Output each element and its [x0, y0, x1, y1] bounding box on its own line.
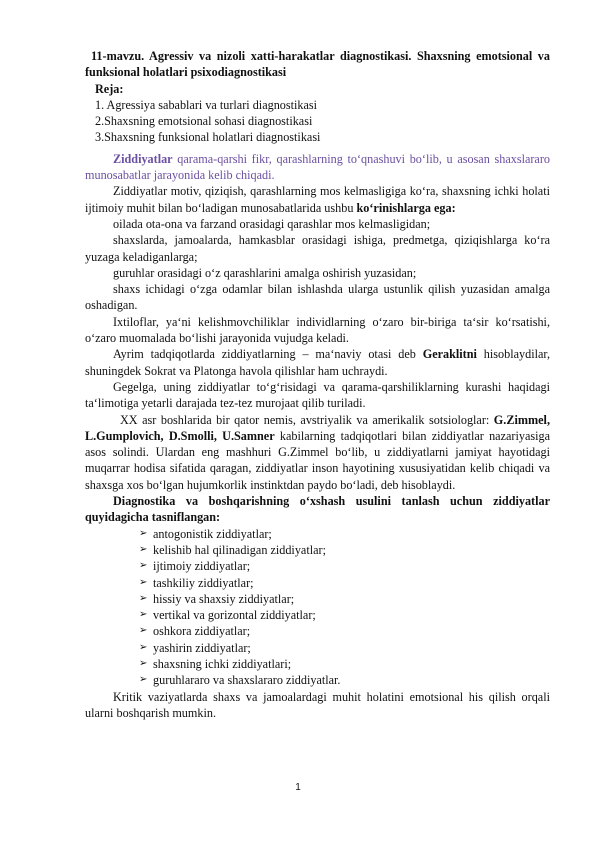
list-item: [139, 607, 550, 623]
list-item-text: vertikal va gorizontal ziddiyatlar;: [153, 608, 316, 623]
list-item: [139, 623, 550, 639]
list-item-text: oshkora ziddiyatlar;: [153, 624, 251, 639]
arrow-bullet-icon: ➢: [139, 625, 148, 637]
list-item: [139, 640, 550, 656]
arrow-bullet-icon: ➢: [139, 657, 148, 669]
paragraph-text: kabilarning tadqiqotlari bilan ziddiyatlar nazariyasiga asos solindi. Ulardan eng mashhuri G.Zimmel bo‘lib, u ziddiyatlarni jamiyat hayotidagi muqarrar hodisa sifatida qaragan, ziddiyatlar inson hayotining xususiyatidan kelib chiqadi va shaxsga xos bo‘lgan hujumkorlik instinktdan paydo bo‘ladi, deb hisoblaydi.: [85, 428, 550, 492]
definition-term: Ziddiyatlar: [113, 151, 173, 166]
list-item-text: guruhlararo va shaxslararo ziddiyatlar.: [153, 673, 341, 688]
arrow-bullet-icon: ➢: [139, 641, 148, 653]
classification-list: [85, 526, 550, 689]
arrow-bullet-icon: ➢: [139, 543, 148, 555]
definition-paragraph: [85, 151, 550, 184]
list-item-text: ijtimoiy ziddiyatlar;: [153, 559, 251, 574]
arrow-bullet-icon: ➢: [139, 527, 148, 539]
definition-text: qarama-qarshi fikr, qarashlarning to‘qnashuvi bo‘lib, u asosan shaxslararo munosabatlar jarayonida kelib chiqadi.: [85, 151, 550, 183]
arrow-bullet-icon: ➢: [139, 674, 148, 686]
form-item: guruhlar orasidagi o‘z qarashlarini amalga oshirish yuzasidan;: [113, 265, 417, 280]
paragraph-final: Kritik vaziyatlarda shaxs va jamoalardagi muhit holatini emotsional his qilish orqali ularni boshqarish mumkin.: [85, 689, 550, 720]
plan-heading: Reja:: [95, 81, 124, 96]
page-number: 1: [295, 782, 301, 793]
paragraph-xx-asr: [85, 412, 550, 493]
list-item-text: hissiy va shaxsiy ziddiyatlar;: [153, 591, 295, 606]
paragraph-text: XX asr boshlarida bir qator nemis, avstriyalik va amerikalik sotsiologlar:: [120, 412, 494, 427]
document-page: [85, 48, 550, 721]
paragraph-bold: ko‘rinishlarga ega:: [356, 200, 456, 215]
list-item-text: tashkiliy ziddiyatlar;: [153, 575, 254, 590]
paragraph-text: Ziddiyatlar motiv, qiziqish, qarashlarning mos kelmasligiga ko‘ra, shaxsning ichki holati ijtimoiy muhit bilan bo‘ladigan munosabatlarida ushbu: [85, 184, 550, 215]
paragraph-ixtiloflar: Ixtiloflar, ya‘ni kelishmovchiliklar individlarning o‘zaro bir-biriga ta‘sir ko‘rsatishi, o‘zaro muomalada bo‘lishi jarayonida vujudga keladi.: [85, 314, 550, 346]
form-item: shaxs ichidagi o‘zga odamlar bilan ishlashda ularga ustunlik qilish yuzasidan amalga oshadigan.: [85, 282, 550, 313]
arrow-bullet-icon: ➢: [139, 609, 148, 621]
page-title: 11-mavzu. Agressiv va nizoli xatti-harakatlar diagnostikasi. Shaxsning emotsional va funksional holatlari psixodiagnostikasi: [85, 49, 550, 80]
paragraph-bold: Geraklitni: [422, 347, 477, 362]
paragraph-bold: G.Zimmel, L.Gumplovich, D.Smolli, U.Samner: [85, 412, 550, 443]
list-item: [139, 591, 550, 607]
paragraph-forms-intro: [85, 183, 550, 216]
list-item: [139, 575, 550, 591]
list-item-text: shaxsning ichki ziddiyatlari;: [153, 656, 292, 671]
plan-item: 2.Shaxsning emotsional sohasi diagnostikasi: [95, 114, 313, 129]
arrow-bullet-icon: ➢: [139, 576, 148, 588]
form-item: oilada ota-ona va farzand orasidagi qarashlar mos kelmasligidan;: [113, 216, 431, 231]
classification-heading: Diagnostika va boshqarishning o‘xshash usulini tanlash uchun ziddiyatlar quyidagicha tasniflangan:: [85, 494, 550, 525]
plan-list: [95, 97, 550, 146]
arrow-bullet-icon: ➢: [139, 560, 148, 572]
arrow-bullet-icon: ➢: [139, 592, 148, 604]
paragraph-text: Ayrim tadqiqotlarda ziddiyatlarning – ma‘naviy otasi deb: [113, 347, 423, 362]
paragraph-gegelga: Gegelga, uning ziddiyatlar to‘g‘risidagi va qarama-qarshiliklarning kurashi haqidagi ta‘limotiga yetarli darajada tez-tez murojaat qilib turiladi.: [85, 379, 550, 411]
list-item-text: antogonistik ziddiyatlar;: [153, 526, 272, 541]
paragraph-text: hisoblaydilar, shuningdek Sokrat va Platonga havola qilishlar ham uchraydi.: [85, 347, 550, 378]
list-item: [139, 558, 550, 574]
list-item: [139, 526, 550, 542]
list-item-text: yashirin ziddiyatlar;: [153, 640, 251, 655]
form-item: shaxslarda, jamoalarda, hamkasblar orasidagi ishiga, predmetga, qiziqishlarga ko‘ra yuzaga keladiganlarga;: [85, 233, 550, 264]
plan-item: 1. Agressiya sabablari va turlari diagnostikasi: [95, 97, 318, 112]
list-item-text: kelishib hal qilinadigan ziddiyatlar;: [153, 542, 326, 557]
paragraph-ayrim: [85, 346, 550, 379]
list-item: [139, 542, 550, 558]
list-item: [139, 672, 550, 688]
plan-item: 3.Shaxsning funksional holatlari diagnostikasi: [95, 130, 321, 145]
list-item: [139, 656, 550, 672]
